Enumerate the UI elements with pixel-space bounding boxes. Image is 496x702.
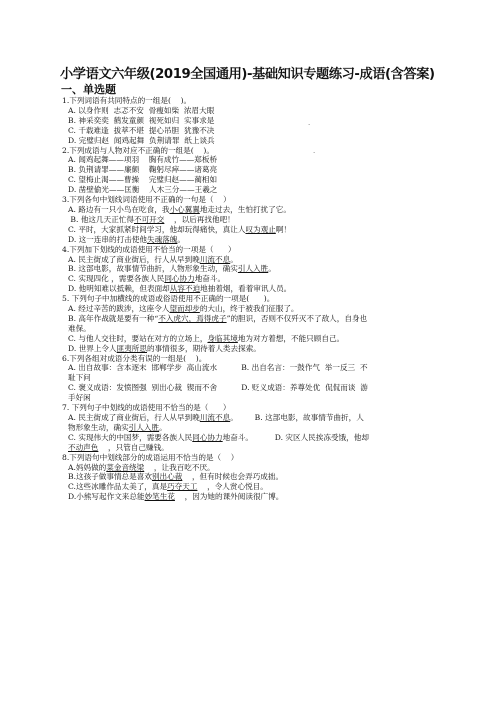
question-stem: 8.下列语句中划线部分的成语运用不恰当的是（ ） [62, 452, 239, 462]
underlined-idiom: 身临其境 [207, 333, 238, 343]
option-text: C.这些冰雕作品太美了，真是 [68, 482, 168, 492]
option-text: B. 高年作战就是要有一种“ [68, 313, 159, 323]
option-text: 耻下问 [68, 373, 91, 383]
question-stem: 3.下列各句中划线词语使用不正确的一句是（ ） [62, 195, 231, 205]
question-option [62, 472, 482, 482]
question-option [62, 363, 482, 373]
question-option [62, 264, 482, 274]
question-stem: 5. 下列句子中加横线的成语或俗语使用不正确的一项是( )。 [62, 294, 275, 304]
option-text: C. 平时，大家抓紧时间学习，他却玩得痛快，真让人 [68, 224, 246, 234]
question-option [62, 116, 482, 126]
option-text: 地走过去，生怕打扰了它。 [199, 204, 291, 214]
question-list [62, 96, 482, 502]
question-option [62, 205, 482, 215]
question-option [62, 463, 482, 473]
option-text: ，但有时候也会弄巧成拙。 [182, 472, 284, 482]
option-text: 地奋斗。 D. 灾区人民挨冻受饿，他却 [222, 432, 369, 442]
question-stem: 1.下列词语有共同特点的一组是( )。 [62, 96, 192, 105]
question-stem: 7. 下列句子中划线的成语使用不恰当的是（ ） [62, 403, 231, 413]
option-text: B. 负荆请罪——廉颇 鞠躬尽瘁——诸葛亮 [68, 165, 218, 175]
option-text: ，令人赏心悦目。 [197, 482, 268, 492]
option-text: 。 [230, 254, 238, 264]
section-heading: 一、单选题 [61, 83, 116, 96]
option-text: A. 民主街成了商业街后，行人从早到晚 [68, 254, 200, 264]
question-option [62, 482, 482, 492]
underlined-idiom: 菜金音绕梁 [106, 462, 145, 472]
question-option [62, 165, 482, 175]
option-text: B. 这部电影，故事情节曲折，人物形象生动，确实 [68, 264, 238, 274]
option-text: C. 与他人交往时，要站在对方的立场上， [68, 333, 208, 343]
option-text: A.妈妈做的 [68, 462, 107, 472]
underlined-idiom: 同心协力 [192, 432, 223, 442]
option-text: ，让我百吃不厌。 [144, 462, 215, 472]
option-text: A. 经过辛苦的跋涉，这座令人 [68, 304, 170, 314]
underlined-idiom: 望而却步 [169, 304, 200, 314]
option-text: C. 千载难逢 拔萃不堪 提心吊胆 犹豫不决 [68, 125, 215, 135]
option-text: 。 [159, 422, 167, 432]
document-title: 小学语文六年级(2019全国通用)-基础知识专题练习-成语(含答案) [60, 67, 435, 82]
question-option [62, 373, 482, 383]
underlined-idiom: 妙笔生花 [144, 492, 175, 502]
option-text: D. 这一连串的打击使他 [68, 234, 147, 244]
question-option [62, 175, 482, 185]
option-text: D. 完璧归赵 闻鸡起舞 负荆请罪 纸上谈兵 [68, 135, 215, 145]
question [62, 354, 482, 404]
question [62, 146, 482, 196]
underlined-idiom: 川流不息 [199, 254, 231, 264]
question-option [62, 344, 482, 354]
option-text: C. 实现四化 ，需要各族人民 [68, 274, 165, 284]
question-option [62, 413, 482, 423]
option-text: 难保。 [68, 323, 91, 333]
question [62, 96, 482, 146]
question-option [62, 492, 482, 502]
question-option [62, 423, 482, 433]
question-option [62, 185, 482, 195]
question-option [62, 334, 482, 344]
underlined-idiom: 失魂落魄 [147, 234, 178, 244]
underlined-idiom: 同心协力 [164, 274, 195, 284]
option-text: A. 路边有一只小鸟在吃食，我 [68, 204, 170, 214]
question-option [62, 304, 482, 314]
option-text: C. 实现伟大的中国梦，需要各族人民 [68, 432, 193, 442]
option-text: 啊！ [275, 224, 291, 234]
underlined-idiom: 川流不息 [199, 413, 231, 422]
option-text: A. 民主街成了商业街后，行人从早到晚 [68, 413, 200, 422]
question-option [62, 433, 482, 443]
question [62, 403, 482, 453]
option-text: C. 望梅止渴——曹操 完璧归赵——蔺相如 [68, 175, 218, 185]
question [62, 294, 482, 353]
question [62, 245, 482, 295]
question [62, 195, 482, 245]
underlined-idiom: 别出心裁 [151, 472, 183, 482]
question-stem: 6.下列各组对成语分类有误的一组是( )。 [62, 353, 207, 363]
option-text: A. 闻鸡起舞——项羽 胸有成竹——郑板桥 [68, 155, 218, 165]
option-text: B. 他这几天正忙得 [68, 214, 134, 224]
question-option [62, 383, 482, 393]
underlined-idiom: 从容不迫 [169, 284, 201, 294]
option-text: 地为对方着想，不能只顾自己。 [237, 333, 345, 343]
question [62, 453, 482, 503]
option-text: B.这孩子做事情总是喜欢 [68, 472, 152, 482]
option-text: A. 出自故事：含本逐末 邯郸学步 高山流水 B. 出自名言：一鼓作气 举一反三 不 [68, 363, 368, 373]
option-text: ，因为她的课外阅读很广博。 [174, 492, 284, 502]
option-text: ”的胆识，否则不仅歼灭不了敌人，自身也 [226, 313, 368, 323]
option-text: D.小熊写起作文来总能 [68, 492, 145, 502]
stray-mark: . [308, 119, 311, 127]
option-text: 的大山，终于被我们征服了。 [199, 304, 299, 314]
underlined-idiom: 叹为观止 [245, 224, 276, 234]
option-text: 物形象生动，确实 [68, 422, 129, 432]
option-text: 。 [177, 234, 185, 244]
underlined-idiom: 引人入胜 [237, 264, 269, 274]
question-stem: 2.下列成语与人物对应不正确的一组是( )。 [62, 145, 214, 155]
option-text: 。 B. 这部电影，故事情节曲折，人 [230, 413, 364, 422]
question-option [62, 443, 482, 453]
underlined-idiom: 引人入胜 [128, 422, 160, 432]
question-option [62, 215, 482, 225]
option-text: 。 [268, 264, 276, 274]
option-text: ，只管自己赚钱。 [98, 442, 169, 452]
option-text: D. 世界上令人 [68, 343, 117, 353]
underlined-idiom: 小心翼翼 [169, 204, 200, 214]
option-text: 地抽着烟，看着审讯人员。 [200, 284, 292, 294]
option-text: 地奋斗。 [194, 274, 226, 284]
underlined-idiom: 巧夺天工 [167, 482, 198, 492]
underlined-idiom: 不入虎穴，焉得虎子 [158, 313, 227, 323]
question-option [62, 255, 482, 265]
option-text: D. 他明知难以抵赖，但表面却 [68, 284, 170, 294]
question-option [62, 136, 482, 146]
question-stem: 4.下列加下划线的成语使用不恰当的一项是（ ） [62, 244, 236, 254]
option-text: 的事情很多，期待着人类去探索。 [147, 343, 261, 353]
question-option [62, 314, 482, 324]
question-option [62, 126, 482, 136]
option-text: A. 以身作则 志忑不安 骨瘦如柴 浓眉大眼 [68, 105, 215, 115]
underlined-idiom: 不动声色 [68, 442, 99, 452]
option-text: B. 神采奕奕 鹤发童颜 视死如归 实事求是 [68, 115, 215, 125]
question-option [62, 393, 482, 403]
option-text: ，以后再找他吧！ [164, 214, 235, 224]
option-text: 手好闲 [68, 393, 91, 403]
underlined-idiom: 不可开交 [133, 214, 165, 224]
question-option [62, 284, 482, 294]
question-option [62, 106, 482, 116]
question-option [62, 324, 482, 334]
underlined-idiom: 匪夷所思 [116, 343, 147, 353]
stray-mark: . [313, 147, 316, 155]
question-option [62, 225, 482, 235]
question-option [62, 274, 482, 284]
question-option [62, 235, 482, 245]
question-option [62, 155, 482, 165]
option-text: C. 褒义成语：发愤图强 别出心裁 锲而不舍 D. 贬义成语：养尊处优 侃侃而谈 游 [68, 383, 368, 393]
option-text: D. 凿壁偷光——匡衡 人木三分——王羲之 [68, 185, 218, 195]
